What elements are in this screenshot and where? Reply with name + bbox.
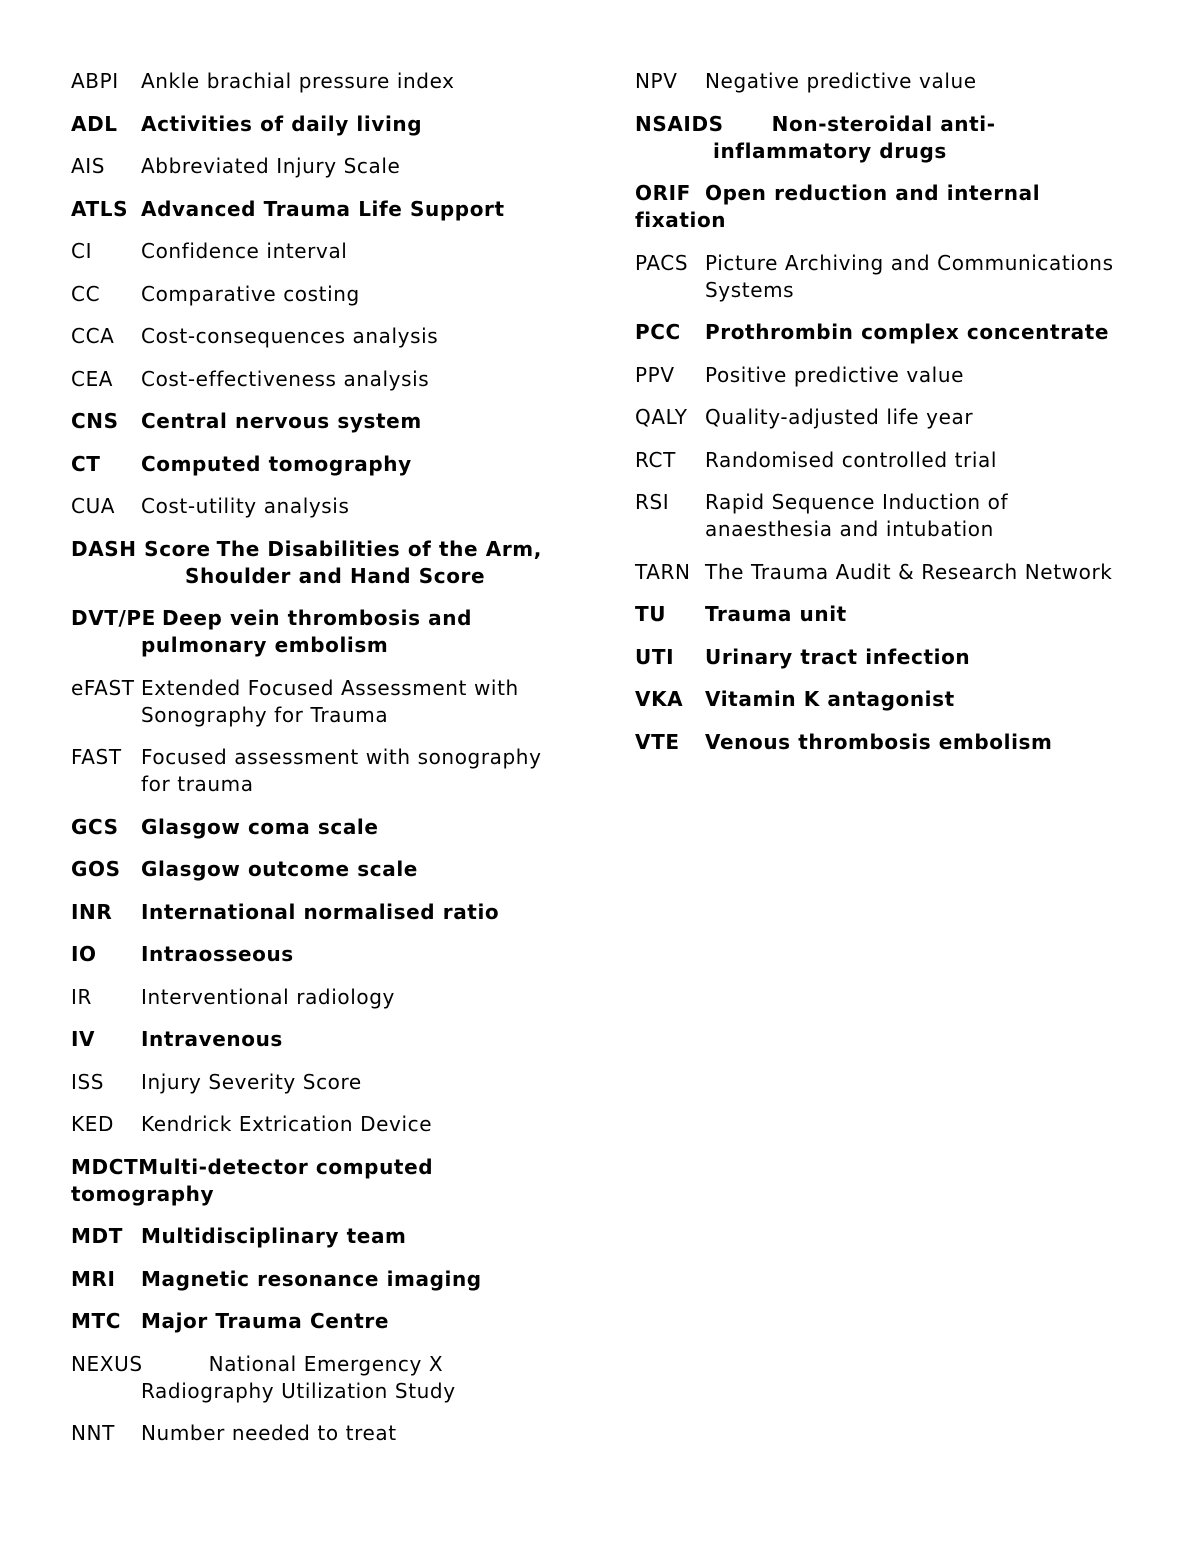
definition: Deep vein thrombosis and: [161, 606, 472, 630]
abbreviation: CT: [71, 451, 101, 476]
abbreviation: PACS: [635, 250, 689, 275]
abbreviation-entry: [635, 644, 1135, 671]
definition: Quality-adjusted life year: [705, 405, 974, 429]
definition-line: Rapid Sequence Induction of: [705, 490, 1009, 514]
abbreviation-entry: [71, 366, 571, 393]
abbreviation-entry: [635, 319, 1135, 346]
definition: Glasgow coma scale: [141, 814, 379, 839]
abbreviation-entry: [71, 111, 571, 138]
definition-continuation: Systems: [705, 277, 795, 302]
abbreviation: CEA: [71, 366, 114, 391]
abbreviations-left-column: [71, 68, 571, 1463]
abbreviation: FAST: [71, 745, 122, 769]
abbreviation: AIS: [71, 154, 106, 178]
abbreviation-entry: [71, 984, 571, 1011]
abbreviation: VTE: [635, 729, 680, 754]
abbreviation-entry: [635, 559, 1135, 586]
definition-line: Focused assessment with sonography: [141, 745, 542, 769]
definition: The Disabilities of the Arm,: [216, 536, 542, 561]
definition: [141, 675, 566, 729]
abbreviation-entry: [71, 68, 571, 95]
abbreviation-entry: [71, 408, 571, 435]
abbreviation: IR: [71, 984, 92, 1009]
definition: Major Trauma Centre: [141, 1309, 390, 1333]
definition: Urinary tract infection: [705, 644, 971, 669]
abbreviation: MRI: [71, 1266, 116, 1291]
abbreviation: NSAIDS: [635, 111, 724, 136]
definition-line: Extended Focused Assessment with: [141, 675, 519, 700]
abbreviation: RSI: [635, 490, 670, 514]
definition: Trauma unit: [705, 602, 847, 626]
abbreviation-entry: [71, 605, 571, 659]
abbreviation-entry: [71, 1111, 571, 1138]
definition-line: Picture Archiving and Communications: [705, 250, 1114, 275]
definition: Confidence interval: [141, 239, 348, 263]
definition: Advanced Trauma Life Support: [141, 196, 505, 221]
definition: Randomised controlled trial: [705, 447, 998, 472]
abbreviation: IO: [71, 942, 97, 966]
abbreviation: ATLS: [71, 196, 129, 221]
abbreviation: RCT: [635, 447, 676, 472]
abbreviation-entry: [71, 1420, 571, 1447]
abbreviation-entry: [71, 1266, 571, 1293]
abbreviation: TARN: [635, 559, 691, 584]
abbreviation-entry: [635, 362, 1135, 389]
abbreviation: CC: [71, 281, 101, 306]
abbreviation: GCS: [71, 814, 119, 839]
abbreviation: GOS: [71, 857, 121, 881]
abbreviation-entry: [71, 1308, 571, 1335]
definition: Positive predictive value: [705, 362, 965, 387]
definition: Abbreviated Injury Scale: [141, 154, 401, 178]
abbreviation: UTI: [635, 644, 675, 669]
definition: Cost-utility analysis: [141, 494, 350, 518]
definition: [705, 250, 1135, 304]
definition-continuation: fixation: [635, 208, 727, 232]
definition: Glasgow outcome scale: [141, 857, 418, 881]
abbreviation-entry: [71, 1154, 571, 1208]
abbreviation: CCA: [71, 324, 115, 348]
abbreviation-entry: [71, 814, 571, 841]
abbreviation-entry: [635, 68, 1135, 95]
abbreviation: IV: [71, 1027, 96, 1051]
abbreviation-entry: [71, 1223, 571, 1250]
abbreviation: NPV: [635, 69, 678, 93]
abbreviation: QALY: [635, 405, 688, 429]
abbreviation-entry: [635, 447, 1135, 474]
definition: Magnetic resonance imaging: [141, 1266, 482, 1291]
abbreviation-entry: [635, 180, 1135, 234]
definition: Interventional radiology: [141, 984, 395, 1009]
definition: [705, 489, 1130, 543]
abbreviation-entry: [71, 1026, 571, 1053]
abbreviation-entry: [71, 196, 571, 223]
abbreviation-entry: [635, 489, 1135, 543]
abbreviation: KED: [71, 1112, 114, 1136]
definition: Cost-effectiveness analysis: [141, 366, 430, 391]
abbreviation: NNT: [71, 1421, 115, 1445]
definition-continuation: inflammatory drugs: [713, 138, 947, 163]
abbreviation-entry: [635, 686, 1135, 713]
abbreviation: ISS: [71, 1069, 105, 1094]
definition: Negative predictive value: [705, 69, 977, 93]
definition: Prothrombin complex concentrate: [705, 320, 1110, 344]
definition-continuation: Radiography Utilization Study: [141, 1378, 456, 1403]
abbreviation: NEXUS: [71, 1351, 143, 1376]
abbreviation-entry: [71, 323, 571, 350]
abbreviation: DASH Score: [71, 536, 211, 561]
definition: Multi-detector computed: [138, 1154, 434, 1179]
definition-continuation: tomography: [71, 1181, 215, 1206]
abbreviation: ABPI: [71, 69, 119, 93]
definition: Cost-consequences analysis: [141, 324, 439, 348]
abbreviation-entry: [71, 153, 571, 180]
abbreviation-entry: [635, 250, 1135, 304]
abbreviation: MDCT: [71, 1154, 139, 1179]
definition: Injury Severity Score: [141, 1069, 362, 1094]
abbreviation-entry: [635, 729, 1135, 756]
abbreviation: DVT/PE: [71, 606, 156, 630]
abbreviation: TU: [635, 602, 667, 626]
definition: Intravenous: [141, 1027, 283, 1051]
definition: Multidisciplinary team: [141, 1224, 407, 1248]
abbreviation-entry: [71, 941, 571, 968]
abbreviation-entry: [635, 404, 1135, 431]
definition: Activities of daily living: [141, 111, 423, 136]
definition: Vitamin K antagonist: [705, 687, 955, 711]
definition: Number needed to treat: [141, 1421, 397, 1445]
abbreviation: PCC: [635, 320, 681, 344]
abbreviation-entry: [71, 238, 571, 265]
abbreviation: PPV: [635, 362, 675, 387]
definition: Kendrick Extrication Device: [141, 1112, 433, 1136]
abbreviations-right-column: [635, 68, 1135, 771]
definition: International normalised ratio: [141, 899, 500, 924]
definition: Venous thrombosis embolism: [705, 729, 1053, 754]
definition: National Emergency X: [208, 1351, 444, 1376]
abbreviation: CNS: [71, 409, 119, 433]
abbreviation-entry: [71, 493, 571, 520]
abbreviation: VKA: [635, 687, 684, 711]
abbreviation-entry: [71, 1351, 571, 1405]
definition: Central nervous system: [141, 409, 422, 433]
abbreviation-entry: [635, 111, 1135, 165]
definition: The Trauma Audit & Research Network: [705, 559, 1113, 584]
abbreviation-entry: [635, 601, 1135, 628]
abbreviation-entry: [71, 744, 571, 798]
definition: Comparative costing: [141, 281, 360, 306]
definition-continuation: Shoulder and Hand Score: [185, 563, 486, 588]
abbreviation: ADL: [71, 111, 118, 136]
abbreviation: MDT: [71, 1224, 123, 1248]
abbreviation-entry: [71, 899, 571, 926]
abbreviation-entry: [71, 1069, 571, 1096]
abbreviation-entry: [71, 675, 571, 729]
definition: Computed tomography: [141, 451, 412, 476]
abbreviation-entry: [71, 536, 571, 590]
abbreviation-entry: [71, 451, 571, 478]
definition: Open reduction and internal: [705, 181, 1041, 205]
abbreviation: INR: [71, 899, 113, 924]
definition-continuation: pulmonary embolism: [141, 633, 389, 657]
definition: Ankle brachial pressure index: [141, 69, 455, 93]
abbreviation-entry: [71, 856, 571, 883]
abbreviation: eFAST: [71, 675, 135, 700]
abbreviation: ORIF: [635, 181, 691, 205]
definition: Non-steroidal anti-: [771, 111, 996, 136]
abbreviation: CUA: [71, 494, 116, 518]
definition-continuation: Sonography for Trauma: [141, 702, 389, 727]
definition-continuation: anaesthesia and intubation: [705, 517, 994, 541]
definition-continuation: for trauma: [141, 772, 254, 796]
abbreviation: MTC: [71, 1309, 122, 1333]
abbreviation-entry: [71, 281, 571, 308]
abbreviation: CI: [71, 239, 93, 263]
definition: Intraosseous: [141, 942, 294, 966]
definition: [141, 744, 566, 798]
